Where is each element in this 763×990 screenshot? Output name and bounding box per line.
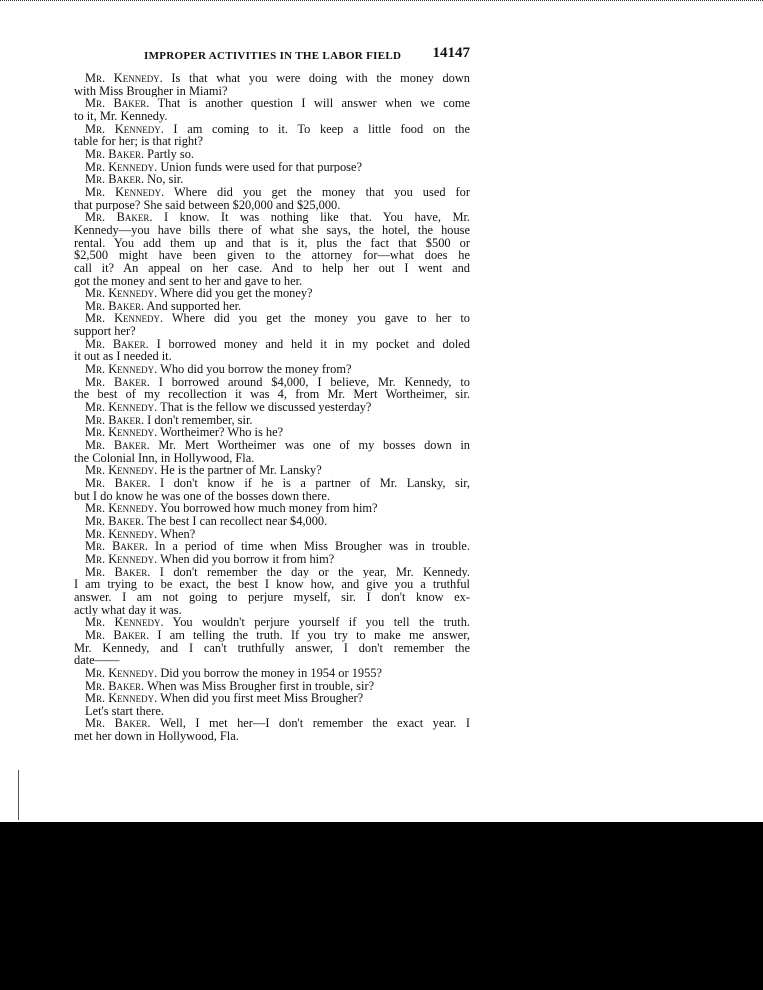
speaker-name: Mr. Baker. (85, 337, 149, 351)
line-text: Where did you get the money you gave to her to (163, 312, 470, 326)
transcript-line (74, 85, 470, 98)
line-text: to it, Mr. Kennedy. (74, 109, 168, 123)
speaker-name: Mr. Baker. (85, 717, 151, 731)
speaker-name: Mr. Kennedy. (85, 426, 158, 440)
transcript-line (74, 642, 470, 655)
speaker-name: Mr. Kennedy. (85, 160, 158, 174)
line-text: That is the fellow we discussed yesterday? (157, 401, 372, 414)
transcript-line (74, 123, 470, 136)
line-text: support her? (74, 325, 136, 338)
line-text: Partly so. (144, 147, 194, 161)
transcript-line (74, 110, 470, 123)
line-text: He is the partner of Mr. Lansky? (157, 464, 322, 477)
line-text: And supported her. (144, 299, 242, 313)
line-text: In a period of time when Miss Brougher was in trouble. (148, 540, 470, 553)
line-text: table for her; is that right? (74, 135, 204, 148)
line-text: got the money and sent to her and gave to her. (74, 274, 303, 288)
line-text: I am coming to it. To keep a little food on the (163, 122, 470, 136)
transcript-line (74, 426, 470, 439)
line-text: but I do know he was one of the bosses down there. (74, 489, 331, 503)
transcript-line (74, 629, 470, 642)
speaker-name: Mr. Kennedy. (85, 287, 158, 300)
line-text: When did you first meet Miss Brougher? (157, 692, 364, 705)
transcript-line (74, 173, 470, 186)
transcript-line (74, 376, 470, 389)
transcript-line (74, 72, 470, 85)
transcript-line (74, 591, 470, 604)
line-text: I borrowed money and held it in my pocket and doled (148, 337, 470, 351)
transcript-line (74, 515, 470, 528)
line-text: Did you borrow the money in 1954 or 1955? (157, 666, 382, 680)
line-text: When? (157, 527, 196, 541)
transcript-line (74, 211, 470, 224)
line-text: When was Miss Brougher first in trouble, sir? (144, 679, 375, 693)
speaker-name: Mr. Kennedy. (85, 527, 158, 541)
transcript-line (74, 97, 470, 110)
line-text: actly what day it was. (74, 603, 182, 617)
page-header (74, 45, 470, 69)
transcript-line (74, 224, 470, 237)
transcript-line (74, 300, 470, 313)
speaker-name: Mr. Baker. (85, 439, 150, 452)
speaker-name: Mr. Baker. (85, 540, 149, 553)
transcript-line (74, 135, 470, 148)
transcript-line (74, 717, 470, 730)
transcript-line (74, 350, 470, 363)
transcript-line (74, 692, 470, 705)
line-text: Where did you get the money? (157, 287, 313, 300)
speaker-name: Mr. Baker. (85, 97, 150, 110)
line-text: You wouldn't perjure yourself if you tell the truth. (163, 616, 470, 629)
transcript-line (74, 502, 470, 515)
transcript-line (74, 275, 470, 288)
transcript-line (74, 705, 470, 718)
transcript-line (74, 414, 470, 427)
transcript-line (74, 262, 470, 275)
line-text: it out as I needed it. (74, 350, 172, 364)
speaker-name: Mr. Kennedy. (85, 363, 158, 376)
transcript-line (74, 199, 470, 212)
transcript-line (74, 680, 470, 693)
line-text: I am trying to be exact, the best I know how, and give you a truthful (74, 578, 470, 591)
speaker-name: Mr. Kennedy. (85, 616, 164, 629)
speaker-name: Mr. Kennedy. (85, 464, 158, 477)
transcript-line (74, 325, 470, 338)
speaker-name: Mr. Kennedy. (85, 692, 158, 705)
transcript-line (74, 528, 470, 541)
speaker-name: Mr. Kennedy. (85, 312, 164, 326)
line-text: rental. You add them up and that is it, plus the fact that $500 or (74, 236, 470, 250)
line-text: I don't know if he is a partner of Mr. Lansky, sir, (150, 477, 470, 490)
speaker-name: Mr. Baker. (85, 211, 153, 224)
transcript-line (74, 148, 470, 161)
line-text: date—— (74, 654, 120, 667)
line-text: No, sir. (144, 173, 184, 186)
transcript-line (74, 287, 470, 300)
line-text: Mr. Mert Wortheimer was one of my bosses down in (149, 439, 470, 452)
scan-top-edge (0, 0, 763, 4)
line-text: the Colonial Inn, in Hollywood, Fla. (74, 451, 255, 465)
line-text: met her down in Hollywood, Fla. (74, 730, 239, 743)
speaker-name: Mr. Baker. (85, 565, 151, 579)
line-text: Who did you borrow the money from? (157, 363, 352, 376)
line-text: Wortheimer? Who is he? (157, 426, 284, 440)
transcript-line (74, 654, 470, 667)
line-text: The best I can recollect near $4,000. (144, 514, 328, 528)
transcript-line (74, 667, 470, 680)
speaker-name: Mr. Kennedy. (85, 502, 158, 515)
line-text: with Miss Brougher in Miami? (74, 84, 228, 98)
transcript-line (74, 490, 470, 503)
running-title: IMPROPER ACTIVITIES IN THE LABOR FIELD (144, 50, 402, 62)
transcript-line (74, 237, 470, 250)
speaker-name: Mr. Baker. (85, 413, 145, 427)
speaker-name: Mr. Baker. (85, 173, 145, 186)
speaker-name: Mr. Baker. (85, 679, 145, 693)
transcript-line (74, 161, 470, 174)
transcript-line (74, 566, 470, 579)
speaker-name: Mr. Baker. (85, 477, 151, 490)
speaker-name: Mr. Kennedy. (85, 122, 164, 136)
transcript-line (74, 540, 470, 553)
transcript-line (74, 388, 470, 401)
transcript-body (74, 72, 470, 743)
line-text: Let's start there. (85, 704, 164, 718)
page-number: 14147 (432, 45, 470, 61)
transcript-line (74, 553, 470, 566)
transcript-line (74, 464, 470, 477)
line-text: Well, I met her—I don't remember the exact year. I (150, 717, 470, 731)
speaker-name: Mr. Kennedy. (85, 72, 163, 85)
scan-margin (497, 0, 763, 822)
transcript-line (74, 730, 470, 743)
transcript-line (74, 312, 470, 325)
transcript-line (74, 439, 470, 452)
transcript-line (74, 401, 470, 414)
speaker-name: Mr. Kennedy. (85, 185, 165, 199)
speaker-name: Mr. Baker. (85, 299, 145, 313)
transcript-line (74, 186, 470, 199)
speaker-name: Mr. Kennedy. (85, 666, 158, 680)
speaker-name: Mr. Kennedy. (85, 401, 158, 414)
line-text: I know. It was nothing like that. You have, Mr. (152, 211, 470, 224)
speaker-name: Mr. Baker. (85, 628, 150, 642)
speaker-name: Mr. Baker. (85, 147, 145, 161)
line-text: I am telling the truth. If you try to make me answer, (149, 628, 470, 642)
transcript-line (74, 616, 470, 629)
transcript-line (74, 249, 470, 262)
line-text: That is another question I will answer when we come (149, 97, 470, 110)
line-text: Union funds were used for that purpose? (157, 160, 363, 174)
line-text: Kennedy—you have bills there of what she says, the hotel, the house (74, 223, 470, 237)
speaker-name: Mr. Kennedy. (85, 552, 158, 566)
line-text: answer. I am not going to perjure myself, sir. I don't know ex- (74, 590, 470, 604)
line-text: Mr. Kennedy, and I can't truthfully answer, I don't remember the (74, 641, 470, 655)
line-text: I don't remember the day or the year, Mr. Kennedy. (150, 565, 470, 579)
line-text: Is that what you were doing with the money down (162, 72, 470, 85)
line-text: You borrowed how much money from him? (157, 502, 378, 515)
line-text: the best of my recollection it was 4, from Mr. Mert Wortheimer, sir. (74, 388, 470, 402)
line-text: I don't remember, sir. (144, 413, 253, 427)
transcript-line (74, 477, 470, 490)
speaker-name: Mr. Baker. (85, 375, 150, 389)
scan-margin-mark (18, 770, 19, 820)
transcript-line (74, 604, 470, 617)
transcript-line (74, 338, 470, 351)
line-text: I borrowed around $4,000, I believe, Mr. Kennedy, to (149, 375, 470, 389)
transcript-line (74, 578, 470, 591)
line-text: When did you borrow it from him? (157, 552, 335, 566)
line-text: $2,500 might have been given to the attorney for—what does he (74, 249, 470, 262)
line-text: Where did you get the money that you used for (164, 185, 470, 199)
line-text: call it? An appeal on her case. And to help her out I went and (74, 261, 470, 275)
line-text: that purpose? She said between $20,000 and $25,000. (74, 198, 341, 212)
speaker-name: Mr. Baker. (85, 514, 145, 528)
transcript-line (74, 452, 470, 465)
transcript-line (74, 363, 470, 376)
